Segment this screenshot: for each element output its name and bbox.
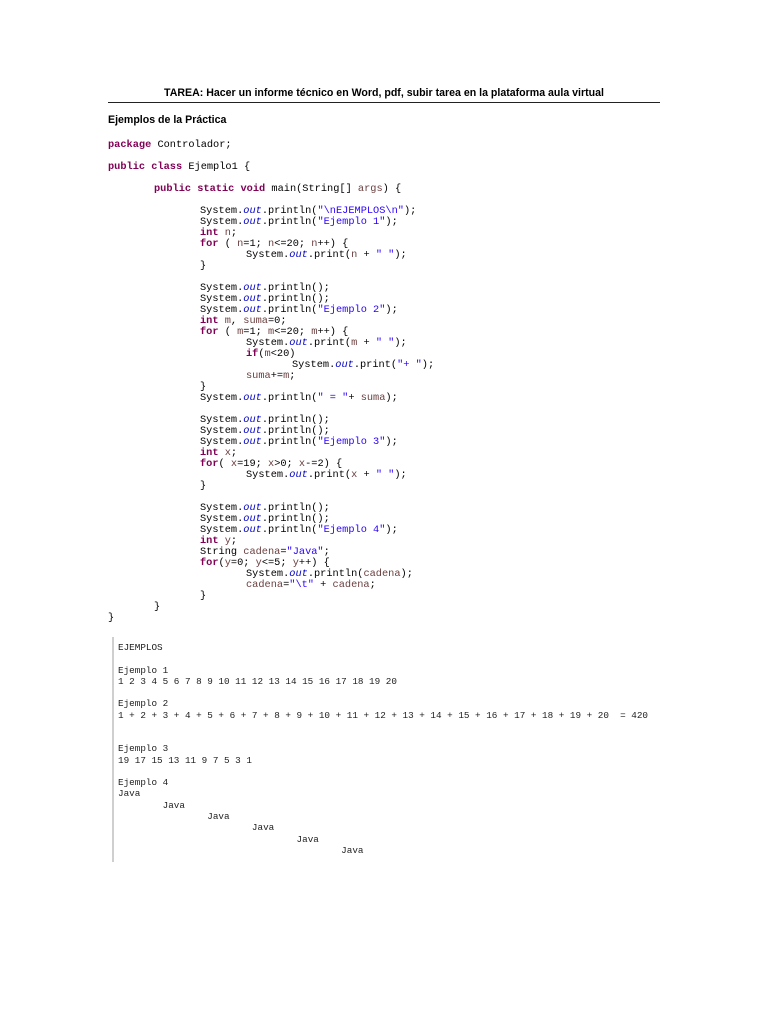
- code-token: );: [385, 524, 398, 536]
- code-token: ;: [369, 579, 376, 591]
- code-line: [108, 481, 434, 492]
- console-line: [118, 721, 655, 732]
- code-token: .println(: [261, 436, 318, 448]
- code-token: m: [268, 326, 275, 338]
- code-token: out: [243, 216, 262, 228]
- code-token: );: [385, 304, 398, 316]
- code-token: out: [289, 469, 308, 481]
- code-token: +: [348, 392, 361, 404]
- code-token: System.: [108, 304, 244, 316]
- code-token: +=: [270, 370, 284, 382]
- code-token: out: [289, 337, 308, 349]
- code-token: );: [421, 359, 435, 371]
- code-token: n: [268, 238, 275, 250]
- code-token: System.: [108, 337, 290, 349]
- code-token: +: [357, 249, 376, 261]
- document-title: TAREA: Hacer un informe técnico en Word, pdf, subir tarea en la plataforma aula virtual: [164, 87, 604, 99]
- code-token: m: [237, 326, 244, 338]
- code-token: .print(: [307, 337, 352, 349]
- code-token: <=20;: [274, 238, 312, 250]
- code-token: " ": [375, 337, 395, 349]
- code-token: x: [218, 447, 231, 459]
- code-token: .println(: [261, 304, 318, 316]
- code-token: .println();: [261, 502, 330, 514]
- code-line: [108, 602, 434, 613]
- code-token: m: [264, 348, 271, 360]
- code-token: y: [218, 535, 231, 547]
- code-token: x: [298, 458, 306, 470]
- code-token: x: [351, 469, 358, 481]
- code-token: (: [218, 458, 231, 470]
- console-line: Ejemplo 1: [118, 664, 169, 676]
- code-token: public class: [108, 161, 183, 173]
- console-line: EJEMPLOS: [118, 642, 163, 653]
- console-line: [118, 732, 655, 743]
- code-token: ;: [230, 447, 238, 459]
- code-token: "\t": [289, 579, 314, 591]
- code-token: +: [313, 579, 333, 591]
- code-token: <=20;: [274, 326, 312, 338]
- console-line: Java: [118, 788, 141, 800]
- code-token: m: [351, 337, 358, 349]
- code-token: cadena: [332, 579, 370, 591]
- code-token: System.: [108, 205, 244, 217]
- code-token: .println();: [261, 282, 330, 294]
- code-token: int: [108, 447, 219, 459]
- code-token: System.: [108, 425, 244, 437]
- code-token: n: [237, 238, 244, 250]
- code-token: suma: [243, 315, 268, 327]
- code-token: System.: [108, 469, 290, 481]
- code-token: );: [394, 249, 407, 261]
- code-token: out: [289, 249, 308, 261]
- code-token: "Ejemplo 4": [317, 524, 386, 536]
- console-line: Java: [118, 833, 319, 845]
- code-token: x: [230, 458, 238, 470]
- code-token: =: [283, 579, 290, 591]
- code-token: ;: [230, 535, 238, 547]
- code-token: n: [351, 249, 358, 261]
- code-token: "Ejemplo 2": [317, 304, 386, 316]
- code-token: }: [108, 590, 207, 602]
- code-token: );: [394, 337, 407, 349]
- code-token: int: [108, 535, 219, 547]
- console-line: 1 2 3 4 5 6 7 8 9 10 11 12 13 14 15 16 17 18 19 20: [118, 675, 397, 687]
- code-token: " ": [375, 249, 395, 261]
- code-token: .println();: [261, 425, 330, 437]
- code-token: cadena: [108, 579, 284, 591]
- code-token: "+ ": [397, 359, 422, 371]
- code-token: System.: [108, 359, 336, 371]
- code-token: "Ejemplo 3": [317, 436, 386, 448]
- code-token: package: [108, 139, 152, 151]
- code-token: .print(: [307, 469, 352, 481]
- code-token: x: [268, 458, 275, 470]
- code-line: [108, 393, 434, 404]
- code-token: System.: [108, 249, 290, 261]
- code-token: .println(: [261, 524, 318, 536]
- code-token: .print(: [353, 359, 398, 371]
- code-token: main(String[]: [265, 183, 358, 195]
- code-token: .println(: [261, 392, 318, 404]
- code-token: out: [335, 359, 354, 371]
- code-token: }: [108, 480, 207, 492]
- code-token: .println();: [261, 414, 330, 426]
- code-token: .println(: [261, 216, 318, 228]
- code-token: y: [292, 557, 299, 569]
- code-token: ,: [230, 315, 244, 327]
- code-token: out: [243, 414, 262, 426]
- code-token: );: [400, 568, 413, 580]
- console-line: Java: [118, 810, 230, 822]
- code-token: m: [311, 326, 318, 338]
- code-line: [108, 184, 434, 195]
- code-token: );: [385, 392, 398, 404]
- code-token: );: [385, 216, 398, 228]
- code-token: System.: [108, 216, 244, 228]
- code-token: for: [108, 458, 219, 470]
- code-token: y: [255, 557, 262, 569]
- code-token: =1;: [243, 326, 268, 338]
- code-token: for: [108, 326, 219, 338]
- code-line: [108, 261, 434, 272]
- code-token: cadena: [243, 546, 281, 558]
- code-token: int: [108, 227, 219, 239]
- code-token: }: [108, 612, 115, 624]
- code-token: System.: [108, 513, 244, 525]
- code-token: out: [243, 293, 262, 305]
- code-token: =19;: [237, 458, 268, 470]
- code-token: for: [108, 557, 219, 569]
- code-token: System.: [108, 293, 244, 305]
- code-token: .println();: [261, 293, 330, 305]
- code-token: }: [108, 601, 161, 613]
- code-token: (: [218, 557, 225, 569]
- code-token: cadena: [363, 568, 401, 580]
- code-token: out: [243, 282, 262, 294]
- code-token: ++) {: [317, 238, 349, 250]
- code-token: System.: [108, 436, 244, 448]
- console-line: 1 + 2 + 3 + 4 + 5 + 6 + 7 + 8 + 9 + 10 + 11 + 12 + 13 + 14 + 15 + 16 + 17 + 18 + 19 + 20 = 420: [118, 709, 649, 721]
- code-token: );: [385, 436, 398, 448]
- code-token: System.: [108, 414, 244, 426]
- code-line: [108, 162, 434, 173]
- console-line: Java: [118, 799, 185, 811]
- code-token: " = ": [317, 392, 349, 404]
- code-token: =: [280, 546, 287, 558]
- code-token: args: [357, 183, 383, 195]
- console-line: Ejemplo 2: [118, 698, 169, 710]
- code-token: out: [243, 392, 262, 404]
- code-token: <20): [270, 348, 296, 360]
- code-token: out: [243, 436, 262, 448]
- console-line: Java: [118, 822, 275, 834]
- code-token: (: [218, 326, 238, 338]
- code-token: }: [108, 381, 207, 393]
- code-token: out: [243, 425, 262, 437]
- console-output-screenshot: [112, 637, 655, 862]
- code-token: out: [243, 524, 262, 536]
- code-token: out: [243, 304, 262, 316]
- code-token: "Ejemplo 1": [317, 216, 386, 228]
- code-token: out: [289, 568, 308, 580]
- code-token: ;: [289, 370, 296, 382]
- code-token: -=2) {: [305, 458, 343, 470]
- code-token: Ejemplo1 {: [182, 161, 251, 173]
- code-token: System.: [108, 392, 244, 404]
- code-token: "Java": [286, 546, 324, 558]
- code-token: String: [108, 546, 244, 558]
- code-token: int: [108, 315, 219, 327]
- code-line: [108, 140, 434, 151]
- code-token: =1;: [243, 238, 268, 250]
- console-line: [118, 766, 655, 777]
- code-token: out: [243, 513, 262, 525]
- code-token: suma: [360, 392, 386, 404]
- code-token: System.: [108, 502, 244, 514]
- code-token: if: [108, 348, 259, 360]
- code-token: System.: [108, 524, 244, 536]
- code-token: System.: [108, 568, 290, 580]
- title-underline-rule: [108, 102, 660, 103]
- code-token: out: [243, 502, 262, 514]
- code-token: =0;: [267, 315, 287, 327]
- console-line: Java: [118, 844, 364, 856]
- code-token: System.: [108, 282, 244, 294]
- console-line: [118, 653, 655, 664]
- code-line: [108, 613, 434, 624]
- code-token: out: [243, 205, 262, 217]
- console-line: [118, 687, 655, 698]
- code-token: ;: [230, 227, 238, 239]
- code-token: .println(: [261, 205, 318, 217]
- code-token: " ": [375, 469, 395, 481]
- code-token: Controlador;: [151, 139, 232, 151]
- code-token: >0;: [274, 458, 299, 470]
- code-token: n: [218, 227, 231, 239]
- code-token: "\nEJEMPLOS\n": [317, 205, 404, 217]
- code-token: ++) {: [298, 557, 330, 569]
- section-heading: Ejemplos de la Práctica: [108, 114, 227, 126]
- code-block: [108, 140, 434, 624]
- code-token: }: [108, 260, 207, 272]
- code-token: <=5;: [261, 557, 293, 569]
- code-token: );: [394, 469, 407, 481]
- code-token: +: [357, 337, 376, 349]
- code-token: m: [218, 315, 231, 327]
- code-token: y: [224, 557, 231, 569]
- console-line: 19 17 15 13 11 9 7 5 3 1: [118, 754, 252, 766]
- code-token: ++) {: [317, 326, 349, 338]
- code-token: =0;: [230, 557, 256, 569]
- code-token: public static void: [108, 183, 266, 195]
- code-token: ) {: [382, 183, 402, 195]
- code-token: for: [108, 238, 219, 250]
- code-token: (: [218, 238, 238, 250]
- code-token: );: [403, 205, 417, 217]
- console-line: Ejemplo 4: [118, 777, 169, 789]
- code-token: +: [357, 469, 376, 481]
- console-line: Ejemplo 3: [118, 743, 169, 755]
- code-token: .println(: [307, 568, 364, 580]
- code-token: suma: [108, 370, 271, 382]
- code-token: .println();: [261, 513, 330, 525]
- code-token: ;: [323, 546, 330, 558]
- code-token: n: [311, 238, 318, 250]
- code-token: (: [258, 348, 265, 360]
- code-token: .print(: [307, 249, 352, 261]
- code-token: m: [283, 370, 290, 382]
